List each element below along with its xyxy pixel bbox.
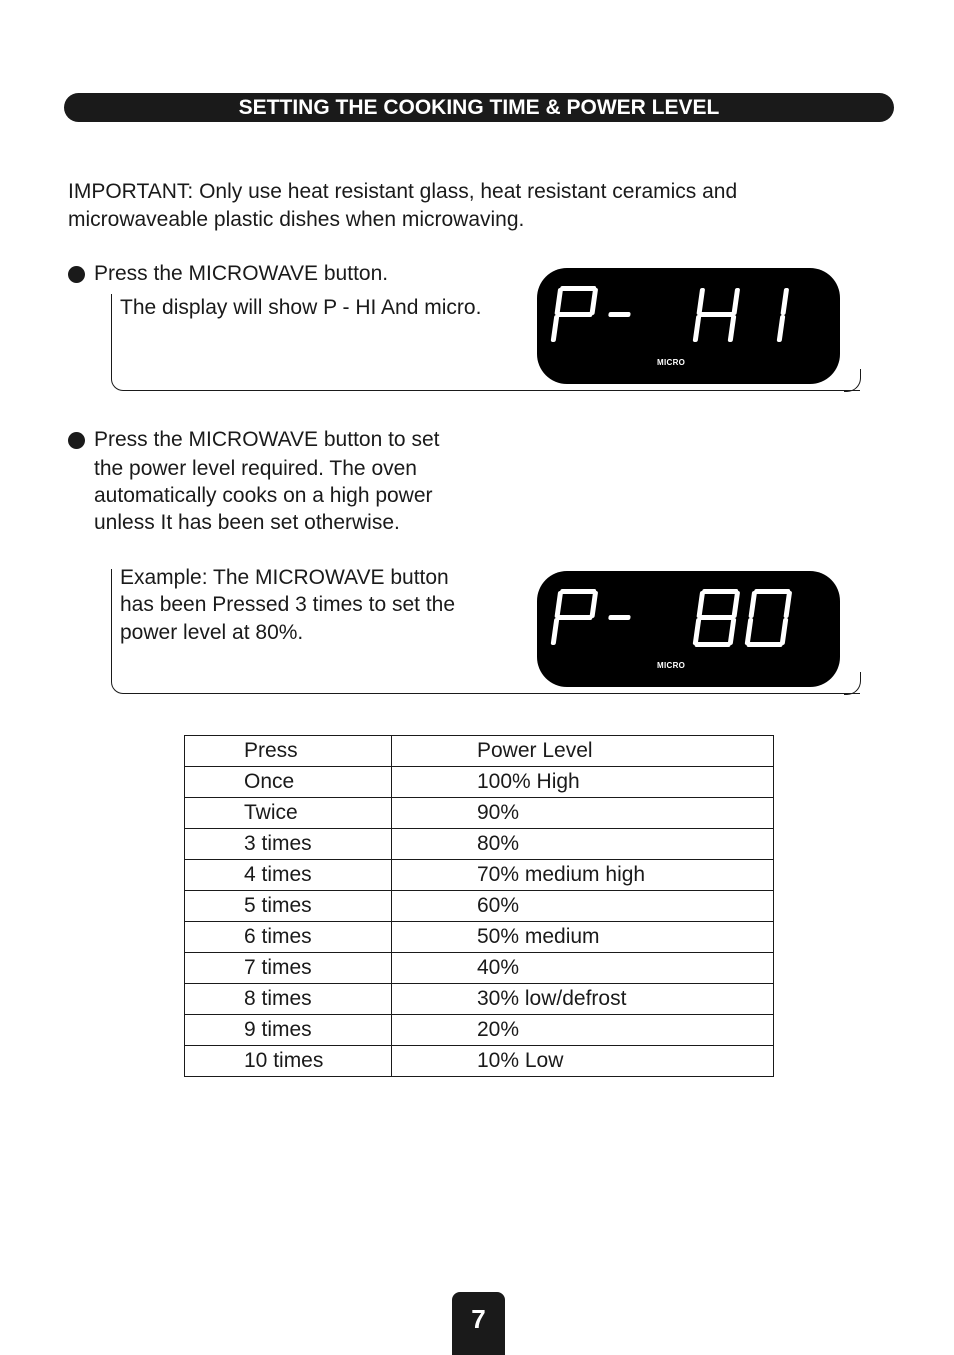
lcd-display-p-hi [537, 268, 840, 384]
page-number: 7 [452, 1292, 505, 1355]
step2-bullet-line: the power level required. The oven [94, 457, 417, 480]
column-header-press: Press [185, 736, 392, 767]
table-row [185, 1015, 774, 1046]
press-count-cell: Once [185, 767, 392, 798]
step2-bullet-line: Press the MICROWAVE button to set [94, 428, 440, 451]
press-count-cell: 4 times [185, 860, 392, 891]
press-count-cell: Twice [185, 798, 392, 829]
press-count-cell: 9 times [185, 1015, 392, 1046]
table-row [185, 767, 774, 798]
step2-bullet-line: unless It has been set otherwise. [94, 511, 400, 534]
example-line: power level at 80%. [120, 621, 304, 644]
table-row [185, 1046, 774, 1077]
table-row [185, 984, 774, 1015]
table-row [185, 829, 774, 860]
column-header-power-level: Power Level [392, 736, 774, 767]
important-note: IMPORTANT: Only use heat resistant glass, heat resistant ceramics and microwaveable plastic dishes when microwaving. [68, 180, 738, 231]
step1-detail: The display will show P - HI And micro. [120, 296, 482, 319]
table-row [185, 891, 774, 922]
seven-segment-readout [537, 571, 840, 687]
press-count-cell: 7 times [185, 953, 392, 984]
power-level-cell: 10% Low [392, 1046, 774, 1077]
power-level-table [184, 735, 774, 1077]
table-row [185, 860, 774, 891]
table-row [185, 922, 774, 953]
press-count-cell: 8 times [185, 984, 392, 1015]
micro-indicator: MICRO [657, 358, 686, 367]
step2-bullet-line: automatically cooks on a high power [94, 484, 433, 507]
table-body [185, 767, 774, 1077]
section-title: SETTING THE COOKING TIME & POWER LEVEL [238, 96, 720, 119]
table-row [185, 798, 774, 829]
power-level-cell: 50% medium [392, 922, 774, 953]
power-level-cell: 70% medium high [392, 860, 774, 891]
power-level-cell: 40% [392, 953, 774, 984]
bullet-dot-icon [68, 432, 85, 449]
power-level-cell: 90% [392, 798, 774, 829]
section-title-bar [64, 93, 894, 122]
press-count-cell: 5 times [185, 891, 392, 922]
press-count-cell: 6 times [185, 922, 392, 953]
power-level-cell: 20% [392, 1015, 774, 1046]
micro-indicator: MICRO [657, 661, 686, 670]
power-level-cell: 30% low/defrost [392, 984, 774, 1015]
press-count-cell: 10 times [185, 1046, 392, 1077]
box-corner [844, 369, 861, 392]
table-header-row [185, 736, 774, 767]
seven-segment-readout [537, 268, 840, 384]
example-line: has been Pressed 3 times to set the [120, 593, 456, 616]
lcd-display-p-80 [537, 571, 840, 687]
press-count-cell: 3 times [185, 829, 392, 860]
step1-bullet-text: Press the MICROWAVE button. [94, 262, 389, 285]
power-level-cell: 100% High [392, 767, 774, 798]
bullet-dot-icon [68, 266, 85, 283]
power-level-cell: 80% [392, 829, 774, 860]
box-corner [844, 672, 861, 695]
example-line: Example: The MICROWAVE button [120, 566, 449, 589]
table-row [185, 953, 774, 984]
power-level-cell: 60% [392, 891, 774, 922]
